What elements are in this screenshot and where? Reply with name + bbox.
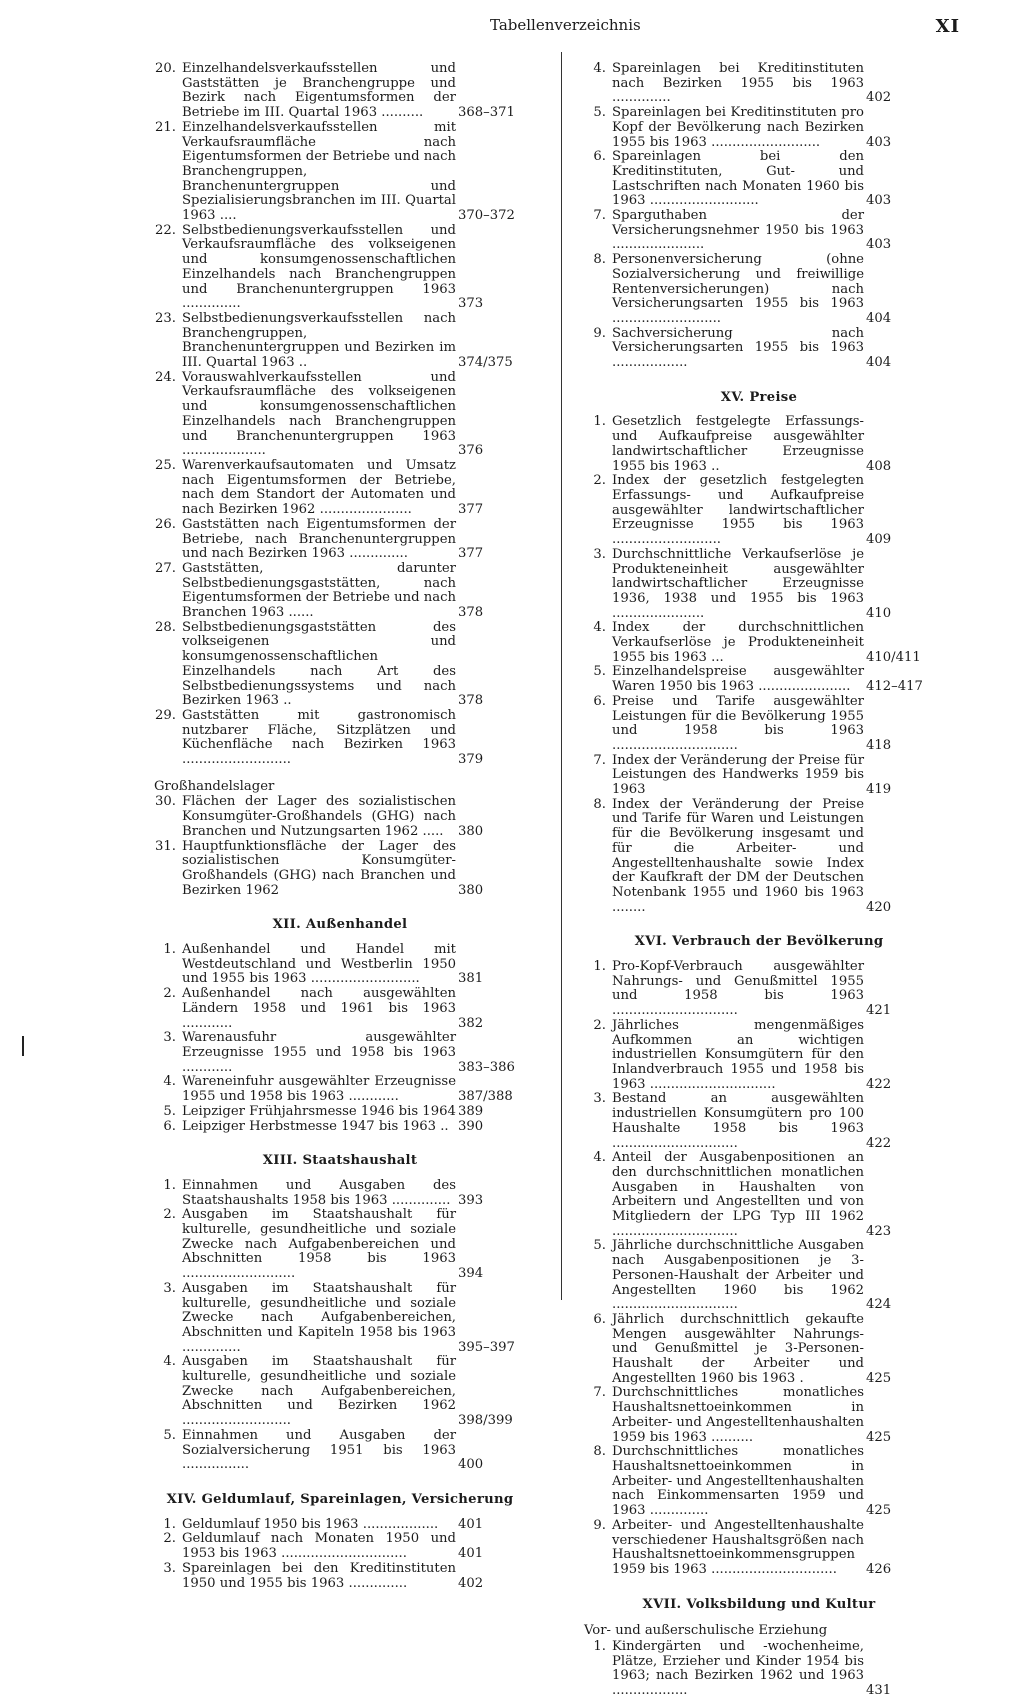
toc-entry	[154, 840, 526, 899]
toc-entry	[584, 253, 934, 327]
entry-title: Wareneinfuhr ausgewählter Erzeugnisse 1955 und 1958 bis 1963 ............	[182, 1074, 456, 1105]
entry-title: Selbstbedienungsverkaufsstellen nach Branchengruppen, Branchenuntergruppen und Bezirken im III. Quartal 1963 ..	[182, 310, 456, 371]
entry-page: 394	[458, 1266, 484, 1282]
toc-entry	[584, 1386, 934, 1445]
toc-entry	[584, 209, 934, 253]
entry-title: Gaststätten mit gastronomisch nutzbarer Fläche, Sitzplätzen und Küchenfläche nach Bezirken 1963 ..........................	[182, 707, 456, 768]
entry-number: 6.	[593, 693, 606, 709]
entry-title: Index der Veränderung der Preise und Tarife für Waren und Leistungen für die Bevölkerung insgesamt und für die Arbeiter- und Angestelltenhaushalte sowie Index der Kaufkraft der DM der Deutschen Notenbank 1955 und 1960 bis 1963 ........	[612, 796, 864, 915]
entry-number: 3.	[593, 1091, 606, 1107]
toc-entry	[584, 695, 934, 754]
entry-page: 383–386	[458, 1059, 515, 1075]
entry-number: 7.	[593, 752, 606, 768]
entry-page: 378	[458, 693, 484, 709]
entry-number: 31.	[155, 838, 176, 854]
entry-title: Bestand an ausgewählten industriellen Konsumgütern pro 100 Haushalte 1958 bis 1963 ..............................	[612, 1091, 864, 1151]
toc-entry	[584, 1092, 934, 1151]
right-column	[584, 62, 934, 1699]
entry-title: Flächen der Lager des sozialistischen Konsumgüter-Großhandels (GHG) nach Branchen und Nutzungsarten 1962 .....	[182, 794, 456, 839]
toc-entry	[154, 459, 526, 518]
entry-title: Einzelhandelsverkaufsstellen und Gaststätten je Branchengruppe und Bezirk nach Eigentumsformen der Betriebe im III. Quartal 1963 ..........	[182, 61, 456, 121]
entry-number: 7.	[593, 208, 606, 224]
entry-page: 382	[458, 1015, 484, 1031]
entry-number: 8.	[593, 252, 606, 268]
entry-number: 27.	[155, 560, 176, 576]
column-divider	[561, 52, 562, 1300]
entry-title: Hauptfunktionsfläche der Lager des sozialistischen Konsumgüter-Großhandels (GHG) nach Branchen und Bezirken 1962	[182, 838, 456, 898]
entry-number: 3.	[593, 546, 606, 562]
section-heading: XVII. Volksbildung und Kultur	[642, 1596, 876, 1612]
entry-number: 2.	[163, 1207, 176, 1223]
toc-entry	[154, 121, 526, 224]
margin-mark	[22, 1036, 24, 1056]
entry-title: Spareinlagen bei Kreditinstituten nach Bezirken 1955 bis 1963 ..............	[612, 61, 864, 106]
toc-entry	[584, 1640, 934, 1699]
entry-number: 4.	[593, 61, 606, 76]
entry-title: Jährliche durchschnittliche Ausgaben nach Ausgabenpositionen je 3-Personen-Haushalt der Arbeiter und Angestellten 1960 bis 1962 ..............................	[612, 1238, 864, 1313]
entry-title: Spareinlagen bei Kreditinstituten pro Kopf der Bevölkerung nach Bezirken 1955 bis 1963 ..........................	[612, 105, 864, 150]
entry-title: Preise und Tarife ausgewählter Leistungen für die Bevölkerung 1955 und 1958 bis 1963 ..............................	[612, 693, 864, 753]
toc-entry	[584, 62, 934, 106]
entry-title: Ausgaben im Staatshaushalt für kulturelle, gesundheitliche und soziale Zwecke nach Aufgabenbereichen, Abschnitten und Kapiteln 1958 bis 1963 ..............	[182, 1280, 456, 1355]
entry-page: 393	[458, 1192, 484, 1208]
entry-number: 30.	[155, 794, 176, 810]
toc-entry	[154, 1355, 526, 1429]
entry-number: 1.	[163, 942, 176, 958]
entry-page: 425	[866, 1429, 892, 1445]
entry-page: 431	[866, 1683, 892, 1699]
page-number: XI	[935, 16, 960, 37]
entry-page: 402	[458, 1575, 484, 1591]
entry-page: 408	[866, 458, 892, 474]
entry-title: Anteil der Ausgabenpositionen an den durchschnittlichen monatlichen Ausgaben in Haushalten von Arbeitern und Angestellten und von Mitgliedern der LPG Typ III 1962 ..............................	[612, 1150, 864, 1239]
entry-page: 376	[458, 443, 484, 459]
entry-number: 1.	[163, 1177, 176, 1193]
entry-title: Einzelhandelspreise ausgewählter Waren 1950 bis 1963 ......................	[612, 664, 864, 695]
entry-page: 389	[458, 1103, 484, 1119]
entry-title: Index der durchschnittlichen Verkaufserlöse je Produkteneinheit 1955 bis 1963 ...	[612, 620, 864, 665]
toc-entry	[584, 548, 934, 622]
section-heading: XV. Preise	[720, 389, 798, 405]
toc-entry	[154, 1518, 526, 1533]
entry-title: Warenverkaufsautomaten und Umsatz nach Eigentumsformen der Betriebe, nach dem Standort der Automaten und nach Bezirken 1962 ......................	[182, 457, 456, 518]
entry-page: 380	[458, 882, 484, 898]
entry-number: 4.	[593, 620, 606, 636]
entry-page: 420	[866, 899, 892, 915]
running-title: Tabellenverzeichnis	[490, 16, 641, 34]
toc-entry	[154, 1105, 526, 1120]
toc-entry	[584, 1313, 934, 1387]
toc-entry	[584, 1519, 934, 1578]
entry-title: Leipziger Herbstmesse 1947 bis 1963 ..	[182, 1118, 449, 1134]
entry-number: 4.	[163, 1354, 176, 1370]
toc-entry	[154, 1429, 526, 1473]
entry-number: 3.	[163, 1030, 176, 1046]
entry-page: 422	[866, 1076, 892, 1092]
entry-page: 379	[458, 752, 484, 768]
toc-entry	[154, 1120, 526, 1135]
section-heading: XIII. Staatshaushalt	[262, 1153, 418, 1169]
entry-page: 412–417	[866, 679, 923, 695]
entry-title: Gaststätten, darunter Selbstbedienungsgaststätten, nach Eigentumsformen der Betriebe und nach Branchen 1963 ......	[182, 560, 456, 621]
entry-title: Einzelhandelsverkaufsstellen mit Verkaufsraumfläche nach Eigentumsformen der Betriebe und nach Branchengruppen, Branchenuntergruppen und Spezialisierungsbranchen im III. Quartal 1963 ....	[182, 119, 456, 224]
entry-number: 1.	[163, 1516, 176, 1532]
entry-number: 6.	[593, 1311, 606, 1327]
entry-number: 23.	[155, 310, 176, 326]
toc-entry	[154, 1562, 526, 1591]
entry-page: 374/375	[458, 355, 513, 371]
entry-page: 403	[866, 134, 892, 150]
entry-title: Jährlich durchschnittlich gekaufte Mengen ausgewählter Nahrungs- und Genußmittel je 3-Personen-Haushalt der Arbeiter und Angestellten 1960 bis 1963 .	[612, 1311, 864, 1386]
entry-page: 378	[458, 605, 484, 621]
section-heading: XVI. Verbrauch der Bevölkerung	[634, 934, 884, 950]
entry-page: 409	[866, 532, 892, 548]
entry-title: Spareinlagen bei den Kreditinstituten 1950 und 1955 bis 1963 ..............	[182, 1560, 456, 1591]
toc-entry	[584, 798, 934, 916]
entry-title: Gesetzlich festgelegte Erfassungs- und Aufkaufpreise ausgewählter landwirtschaftlicher Erzeugnisse 1955 bis 1963 ..	[612, 414, 864, 474]
entry-number: 28.	[155, 619, 176, 635]
toc-entry	[584, 960, 934, 1019]
entry-page: 404	[866, 355, 892, 371]
entry-title: Leipziger Frühjahrsmesse 1946 bis 1964	[182, 1103, 456, 1119]
entry-page: 377	[458, 546, 484, 562]
entry-title: Kindergärten und -wochenheime, Plätze, Erzieher und Kinder 1954 bis 1963; nach Bezirken 1962 und 1963 ..................	[612, 1639, 864, 1699]
toc-entry	[154, 1031, 526, 1075]
entry-number: 5.	[163, 1427, 176, 1443]
entry-number: 9.	[593, 1517, 606, 1533]
entry-page: 410	[866, 605, 892, 621]
entry-title: Vorauswahlverkaufsstellen und Verkaufsraumfläche des volkseigenen und konsumgenossenschaftlichen Einzelhandels nach Branchengruppen und Branchenuntergruppen 1963 ....................	[182, 369, 456, 459]
entry-page: 404	[866, 310, 892, 326]
entry-page: 421	[866, 1003, 892, 1019]
toc-entry	[154, 709, 526, 768]
entry-title: Selbstbedienungsgaststätten des volkseigenen und konsumgenossenschaftlichen Einzelhandels nach Art des Selbstbedienungssystems und nach Bezirken 1963 ..	[182, 619, 456, 709]
entry-number: 5.	[593, 105, 606, 121]
entry-page: 401	[458, 1516, 484, 1532]
entry-page: 419	[866, 782, 892, 798]
entry-page: 377	[458, 502, 484, 518]
entry-number: 4.	[593, 1150, 606, 1166]
subsection-heading: Vor- und außerschulische Erziehung	[584, 1623, 828, 1639]
entry-number: 6.	[163, 1118, 176, 1134]
subsection-heading: Großhandelslager	[154, 778, 275, 794]
entry-title: Geldumlauf nach Monaten 1950 und 1953 bis 1963 ..............................	[182, 1531, 456, 1562]
toc-entry	[584, 1445, 934, 1519]
entry-page: 424	[866, 1297, 892, 1313]
entry-number: 5.	[593, 1238, 606, 1254]
entry-title: Geldumlauf 1950 bis 1963 ..................	[182, 1516, 439, 1532]
toc-entry	[584, 754, 934, 798]
entry-number: 8.	[593, 1444, 606, 1460]
entry-page: 390	[458, 1118, 484, 1134]
entry-number: 24.	[155, 369, 176, 385]
toc-entry	[584, 621, 934, 665]
toc-entry	[584, 327, 934, 371]
entry-page: 380	[458, 823, 484, 839]
toc-entry	[154, 987, 526, 1031]
entry-title: Durchschnittliches monatliches Haushaltsnettoeinkommen in Arbeiter- und Angestelltenhaushalten nach Einkommensarten 1959 und 1963 ..............	[612, 1444, 864, 1519]
entry-number: 2.	[593, 1017, 606, 1033]
entry-title: Ausgaben im Staatshaushalt für kulturelle, gesundheitliche und soziale Zwecke nach Aufgabenbereichen und Abschnitten 1958 bis 1963 ...........................	[182, 1207, 456, 1282]
entry-title: Arbeiter- und Angestelltenhaushalte verschiedener Haushaltsgrößen nach Haushaltsnettoeinkommensgruppen 1959 bis 1963 ..............................	[612, 1517, 864, 1577]
entry-page: 426	[866, 1561, 892, 1577]
toc-entry	[154, 1532, 526, 1561]
section-heading: XII. Außenhandel	[272, 917, 408, 933]
entry-page: 368–371	[458, 105, 515, 121]
entry-page: 370–372	[458, 208, 515, 224]
entry-number: 26.	[155, 516, 176, 532]
toc-entry	[154, 1075, 526, 1104]
entry-title: Index der Veränderung der Preise für Leistungen des Handwerks 1959 bis 1963	[612, 752, 864, 798]
entry-number: 29.	[155, 707, 176, 723]
toc-entry	[154, 62, 526, 121]
entry-number: 3.	[163, 1280, 176, 1296]
entry-number: 5.	[593, 664, 606, 680]
entry-number: 2.	[163, 1531, 176, 1547]
toc-entry	[154, 1282, 526, 1356]
entry-number: 22.	[155, 222, 176, 238]
entry-page: 387/388	[458, 1089, 513, 1105]
entry-number: 5.	[163, 1103, 176, 1119]
entry-number: 1.	[593, 959, 606, 975]
entry-title: Selbstbedienungsverkaufsstellen und Verkaufsraumfläche des volkseigenen und konsumgenossenschaftlichen Einzelhandels nach Branchengruppen und Branchenuntergruppen 1963 ..............	[182, 222, 456, 312]
entry-number: 2.	[163, 986, 176, 1002]
entry-title: Außenhandel und Handel mit Westdeutschland und Westberlin 1950 und 1955 bis 1963 ..........................	[182, 942, 456, 987]
entry-title: Außenhandel nach ausgewählten Ländern 1958 und 1961 bis 1963 ............	[182, 986, 456, 1031]
entry-title: Einnahmen und Ausgaben der Sozialversicherung 1951 bis 1963 ................	[182, 1427, 456, 1473]
toc-entry	[154, 1208, 526, 1282]
left-column	[154, 62, 526, 1591]
toc-entry	[154, 943, 526, 987]
entry-title: Pro-Kopf-Verbrauch ausgewählter Nahrungs- und Genußmittel 1955 und 1958 bis 1963 ..............................	[612, 959, 864, 1019]
entry-number: 2.	[593, 473, 606, 489]
toc-entry	[154, 518, 526, 562]
entry-page: 401	[458, 1546, 484, 1562]
entry-title: Durchschnittliches monatliches Haushaltsnettoeinkommen in Arbeiter- und Angestelltenhaushalten 1959 bis 1963 ..........	[612, 1385, 864, 1445]
entry-title: Warenausfuhr ausgewählter Erzeugnisse 1955 und 1958 bis 1963 ............	[182, 1030, 456, 1075]
section-heading: XIV. Geldumlauf, Spareinlagen, Versicherung	[166, 1491, 514, 1507]
entry-number: 9.	[593, 325, 606, 341]
entry-title: Jährliches mengenmäßiges Aufkommen an wichtigen industriellen Konsumgütern für den Inlandverbrauch 1955 und 1958 bis 1963 ..............................	[612, 1017, 864, 1092]
entry-number: 25.	[155, 457, 176, 473]
entry-title: Gaststätten nach Eigentumsformen der Betriebe, nach Branchenuntergruppen und nach Bezirken 1963 ..............	[182, 516, 456, 562]
entry-page: 402	[866, 90, 892, 106]
toc-entry	[154, 371, 526, 459]
entry-title: Spareinlagen bei den Kreditinstituten, Gut- und Lastschriften nach Monaten 1960 bis 1963 ..........................	[612, 149, 864, 209]
toc-entry	[154, 795, 526, 839]
entry-page: 381	[458, 971, 484, 987]
toc-entry	[584, 1151, 934, 1239]
entry-page: 373	[458, 296, 484, 312]
toc-entry	[154, 224, 526, 312]
entry-number: 20.	[155, 61, 176, 76]
entry-page: 425	[866, 1370, 892, 1386]
entry-page: 403	[866, 193, 892, 209]
entry-page: 395–397	[458, 1339, 515, 1355]
toc-entry	[584, 1019, 934, 1093]
toc-entry	[154, 621, 526, 709]
entry-page: 418	[866, 737, 892, 753]
entry-page: 423	[866, 1223, 892, 1239]
entry-page: 400	[458, 1457, 484, 1473]
toc-entry	[154, 1179, 526, 1208]
entry-number: 4.	[163, 1074, 176, 1090]
entry-title: Einnahmen und Ausgaben des Staatshaushalts 1958 bis 1963 ..............	[182, 1177, 456, 1208]
toc-entry	[154, 562, 526, 621]
toc-entry	[584, 665, 934, 694]
entry-title: Index der gesetzlich festgelegten Erfassungs- und Aufkaufpreise ausgewählter landwirtschaftlicher Erzeugnisse 1955 bis 1963 ..........................	[612, 473, 864, 548]
toc-entry	[584, 106, 934, 150]
entry-page: 422	[866, 1135, 892, 1151]
entry-title: Sachversicherung nach Versicherungsarten 1955 bis 1963 ..................	[612, 325, 864, 371]
toc-entry	[584, 1239, 934, 1313]
toc-entry	[584, 474, 934, 548]
entry-page: 425	[866, 1503, 892, 1519]
entry-title: Sparguthaben der Versicherungsnehmer 1950 bis 1963 ......................	[612, 208, 864, 253]
entry-number: 1.	[593, 414, 606, 430]
entry-title: Durchschnittliche Verkaufserlöse je Produkteneinheit ausgewählter landwirtschaftlicher Erzeugnisse 1936, 1938 und 1955 bis 1963 ......................	[612, 546, 864, 621]
entry-number: 21.	[155, 119, 176, 135]
entry-number: 7.	[593, 1385, 606, 1401]
entry-number: 1.	[593, 1639, 606, 1655]
toc-entry	[584, 415, 934, 474]
entry-number: 3.	[163, 1560, 176, 1576]
toc-entry	[154, 312, 526, 371]
entry-page: 410/411	[866, 649, 921, 665]
entry-number: 6.	[593, 149, 606, 165]
toc-entry	[584, 150, 934, 209]
entry-title: Ausgaben im Staatshaushalt für kulturelle, gesundheitliche und soziale Zwecke nach Aufgabenbereichen, Abschnitten und Bezirken 1962 ..........................	[182, 1354, 456, 1429]
entry-number: 8.	[593, 796, 606, 812]
entry-title: Personenversicherung (ohne Sozialversicherung und freiwillige Rentenversicherungen) nach Versicherungsarten 1955 bis 1963 ..........................	[612, 252, 864, 326]
entry-page: 398/399	[458, 1413, 513, 1429]
entry-page: 403	[866, 237, 892, 253]
